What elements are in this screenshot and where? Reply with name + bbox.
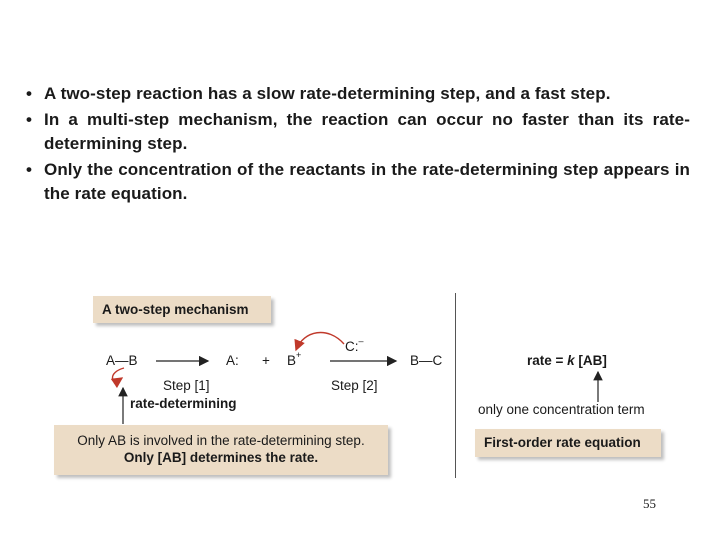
bullet-item: • A two-step reaction has a slow rate-determining step, and a fast step. (24, 82, 690, 106)
rate-determining-label: rate-determining (130, 396, 237, 411)
rate-equation: rate = k [AB] (527, 353, 607, 368)
step2-label: Step [2] (331, 378, 378, 393)
first-order-label: First-order rate equation (475, 429, 661, 457)
bullet-item: • In a multi-step mechanism, the reaction can occur no faster than its rate-determining step. (24, 108, 690, 156)
mechanism-title: A two-step mechanism (93, 296, 271, 323)
reactant-ab: A—B (106, 353, 138, 368)
intermediate-b-cation: B+ (287, 350, 302, 368)
step1-label: Step [1] (163, 378, 210, 393)
rate-determining-note (54, 425, 388, 475)
page-number: 55 (643, 496, 656, 511)
intermediate-a: A: (226, 353, 239, 368)
product-bc: B—C (410, 353, 443, 368)
figure-divider (455, 293, 456, 478)
bullet-item: • Only the concentration of the reactants in the rate-determining step appears in the rate equation. (24, 158, 690, 206)
concentration-note: only one concentration term (478, 402, 645, 417)
nucleophile-c: C:– (345, 336, 364, 354)
plus-sign: + (262, 353, 270, 368)
note-line-2: Only [AB] determines the rate. (123, 450, 319, 465)
nucleophile-curved-arrow (296, 333, 344, 350)
note-line-1: Only AB is involved in the rate-determining step. (77, 433, 365, 448)
bond-breaking-curved-arrow (113, 368, 125, 380)
